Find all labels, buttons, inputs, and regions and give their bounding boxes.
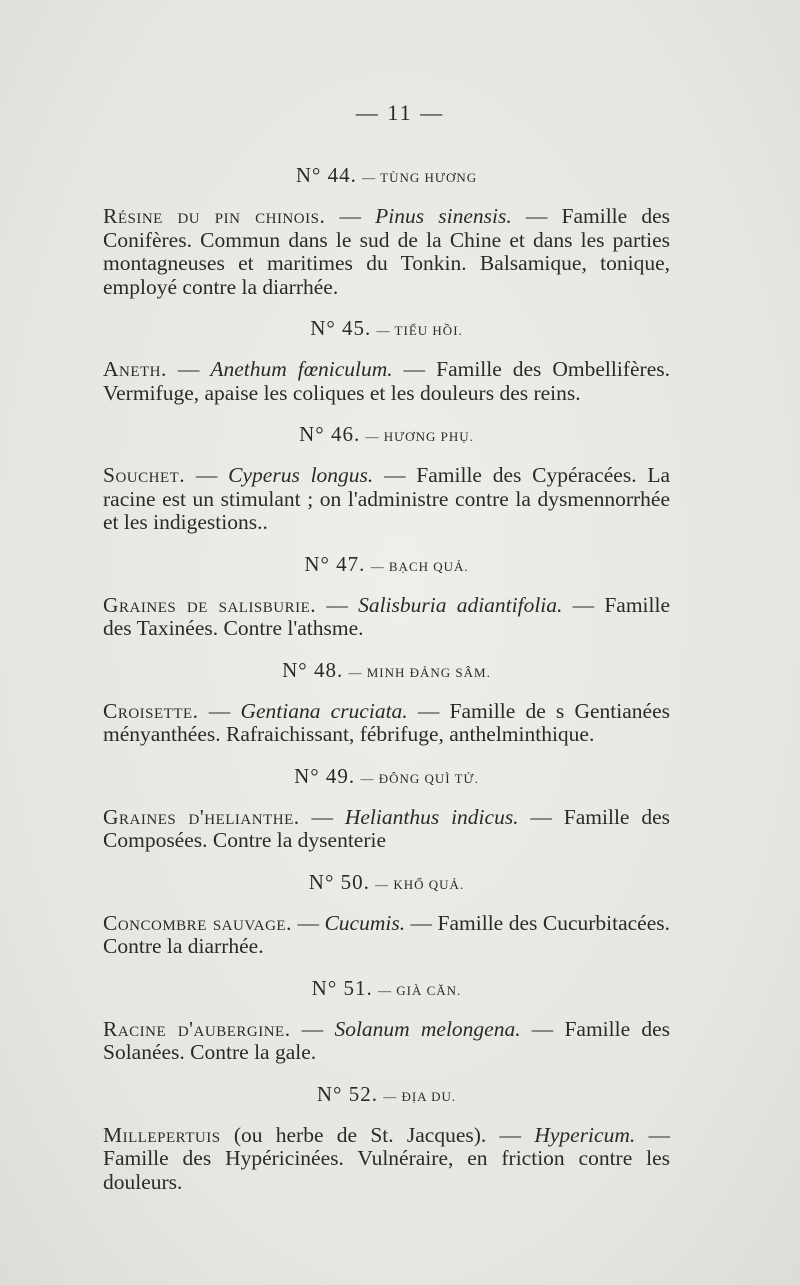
entry-48 (103, 655, 670, 747)
entry-lead: Concombre sauvage. (103, 910, 292, 935)
entry-lead: Aneth. (103, 357, 167, 381)
entry-latin: Anethum fœniculum. (210, 357, 393, 381)
entry-name: — MINH ĐẢNG SÂM. (348, 664, 491, 680)
entry-rest: — Famille des Cucurbitacées. Contre la diarrhée. (103, 910, 671, 958)
entry-number: N° 44. (295, 163, 357, 187)
entry-heading (103, 867, 670, 900)
entry-name: — GIÀ CĂN. (378, 982, 462, 998)
entry-lead: Souchet. (103, 463, 186, 487)
entry-sep: — (291, 910, 325, 935)
entry-name: — BẠCH QUẢ. (370, 558, 469, 574)
entry-sep: (ou herbe de St. Jacques). — (220, 1122, 535, 1147)
entry-rest: — Famille des Conifères. Commun dans le sud de la Chine et dans les parties montagneuses et maritimes du Tonkin. Balsamique, tonique, employé contre la diarrhée. (103, 204, 670, 299)
entry-heading (103, 973, 670, 1006)
entry-text (103, 464, 670, 535)
entry-text (103, 912, 670, 959)
entry-rest: — Famille de s Gentianées ményanthées. Rafraichissant, fébrifuge, anthelminthique. (103, 698, 670, 746)
document-body (103, 160, 670, 1208)
entry-50 (103, 867, 670, 959)
entry-latin: Solanum melongena. (334, 1016, 521, 1041)
entry-sep: — (185, 463, 229, 487)
entry-latin: Hypericum. (534, 1122, 636, 1147)
entry-rest: — Famille des Taxinées. Contre l'athsme. (103, 592, 671, 640)
entry-sep: — (316, 592, 359, 617)
entry-number: N° 50. (308, 869, 370, 894)
page-number: — 11 — (355, 100, 445, 125)
entry-number: N° 46. (299, 422, 361, 446)
entry-text (103, 594, 670, 641)
entry-lead: Racine d'aubergine. (103, 1016, 291, 1041)
entry-47 (103, 549, 670, 641)
entry-name: — HƯƠNG PHỤ. (365, 429, 474, 444)
entry-lead: Croisette. (103, 698, 199, 723)
entry-heading (103, 419, 670, 452)
entry-sep: — (290, 1016, 335, 1041)
entry-sep: — (198, 698, 241, 723)
entry-sep: — (299, 804, 345, 829)
entry-name: — TIỂU HỒI. (376, 323, 463, 338)
entry-number: N° 47. (304, 551, 366, 576)
entry-44 (103, 160, 670, 299)
entry-text (103, 700, 670, 747)
entry-number: N° 48. (282, 657, 344, 682)
entry-sep: — (166, 357, 211, 381)
entry-52 (103, 1079, 670, 1195)
entry-rest: — Famille des Cypéracées. La racine est un stimulant ; on l'administre contre la dysmennorrhée et les indigestions.. (103, 463, 671, 534)
entry-name: — TÙNG HƯƠNG (362, 170, 478, 185)
entry-text (103, 1124, 670, 1195)
entry-heading (103, 160, 670, 193)
entry-rest: — Famille des Hypéricinées. Vulnéraire, en friction contre les douleurs. (103, 1122, 671, 1194)
entry-lead: Graines d'helianthe. (103, 804, 300, 829)
entry-lead: Graines de salisburie. (103, 592, 317, 617)
entry-heading (103, 1079, 670, 1112)
entry-latin: Cyperus longus. (228, 463, 374, 487)
entry-rest: — Famille des Composées. Contre la dysenterie (103, 804, 670, 852)
entry-lead: Millepertuis (103, 1122, 221, 1147)
entry-heading (103, 655, 670, 688)
entry-name: — ĐÔNG QUÌ TỬ. (360, 770, 479, 786)
entry-latin: Gentiana cruciata. (240, 698, 408, 723)
entry-text (103, 1018, 670, 1065)
entry-rest: — Famille des Ombellifères. Vermifuge, apaise les coliques et les douleurs des reins. (103, 357, 670, 405)
entry-latin: Cucumis. (324, 910, 406, 935)
entry-sep: — (325, 204, 376, 228)
entry-49 (103, 761, 670, 853)
entry-51 (103, 973, 670, 1065)
entry-latin: Pinus sinensis. (375, 204, 512, 228)
entry-rest: — Famille des Solanées. Contre la gale. (103, 1016, 670, 1064)
entry-name: — KHỔ QUẢ. (375, 876, 465, 892)
entry-heading (103, 549, 670, 582)
entry-number: N° 52. (316, 1081, 378, 1106)
entry-latin: Helianthus indicus. (344, 804, 519, 829)
entry-latin: Salisburia adiantifolia. (358, 592, 563, 617)
entry-number: N° 49. (294, 763, 356, 788)
entry-text (103, 205, 670, 299)
entry-45 (103, 313, 670, 405)
entry-name: — ĐỊA DU. (383, 1088, 457, 1104)
entry-text (103, 806, 670, 853)
entry-number: N° 51. (311, 975, 373, 1000)
entry-text (103, 358, 670, 405)
entry-heading (103, 313, 670, 346)
entry-heading (103, 761, 670, 794)
entry-lead: Résine du pin chinois. (103, 204, 326, 228)
entry-46 (103, 419, 670, 535)
entry-number: N° 45. (310, 316, 372, 340)
